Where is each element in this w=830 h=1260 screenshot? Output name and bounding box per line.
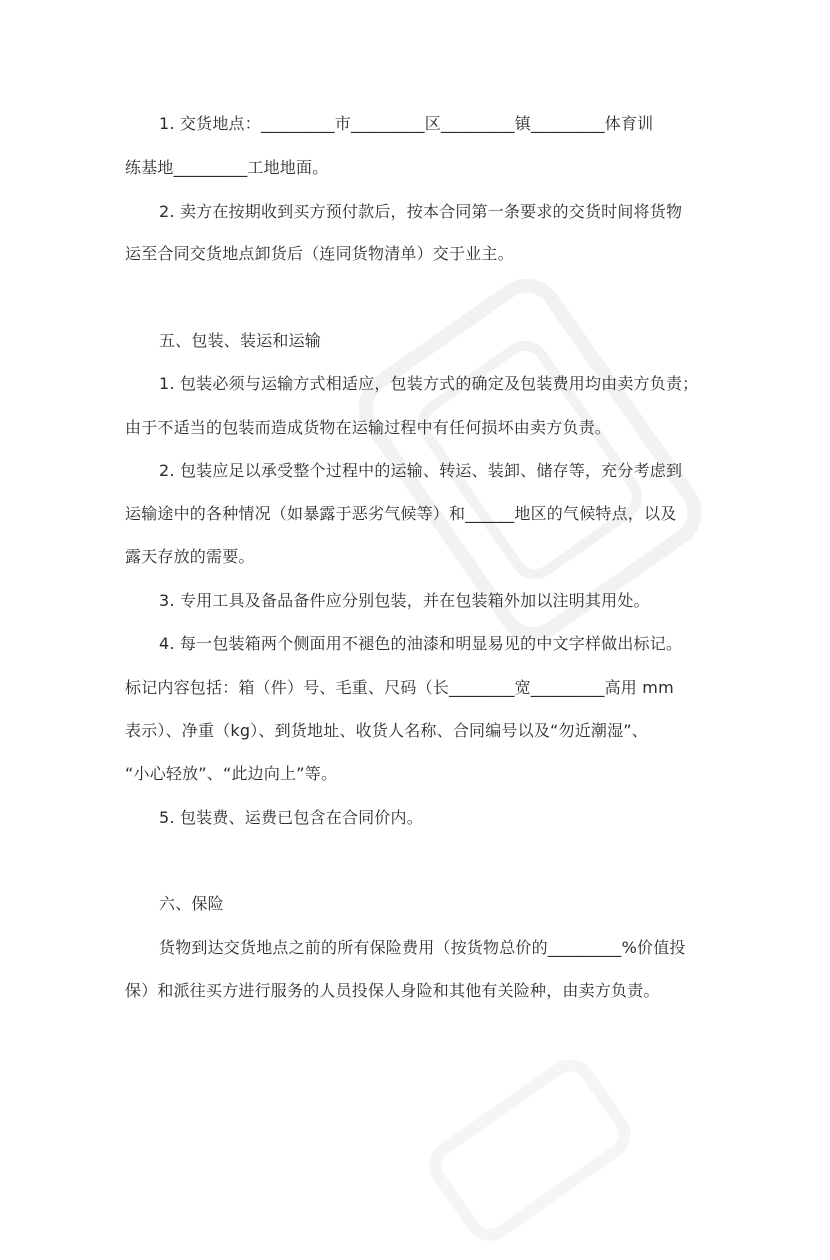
clause-5-5-line-1: 5. 包装费、运费已包含在合同价内。 (159, 808, 423, 827)
watermark-logo-bottom (414, 1043, 647, 1256)
clause-4-1-line-2: 练基地_________工地地面。 (125, 158, 329, 177)
clause-6-line-1: 货物到达交货地点之前的所有保险费用（按货物总价的_________%价值投 (159, 938, 686, 957)
clause-5-2-line-1: 2. 包装应足以承受整个过程中的运输、转运、装卸、储存等，充分考虑到 (159, 461, 683, 480)
clause-4-1-line-1: 1. 交货地点：_________市_________区_________镇_________体育训 (159, 114, 654, 133)
clause-5-4-line-4: “小心轻放”、“此边向上”等。 (125, 764, 338, 783)
clause-4-2-line-2: 运至合同交货地点卸货后（连同货物清单）交于业主。 (125, 244, 514, 263)
section-5-heading: 五、包装、装运和运输 (159, 331, 322, 350)
clause-5-4-line-2: 标记内容包括：箱（件）号、毛重、尺码（长________宽_________高用 mm (125, 678, 674, 697)
clause-5-3-line-1: 3. 专用工具及备品备件应分别包装，并在包装箱外加以注明其用处。 (159, 591, 650, 610)
clause-5-1-line-1: 1. 包装必须与运输方式相适应，包装方式的确定及包装费用均由卖方负责； (159, 374, 699, 393)
clause-6-line-2: 保）和派往买方进行服务的人员投保人身险和其他有关险种，由卖方负责。 (125, 981, 660, 1000)
clause-4-2-line-1: 2. 卖方在按期收到买方预付款后，按本合同第一条要求的交货时间将货物 (159, 202, 683, 221)
section-6-heading: 六、保险 (159, 894, 224, 913)
clause-5-4-line-3: 表示）、净重（kg）、到货地址、收货人名称、合同编号以及“勿近潮湿”、 (125, 721, 649, 740)
clause-5-1-line-2: 由于不适当的包装而造成货物在运输过程中有任何损坏由卖方负责。 (125, 418, 612, 437)
clause-5-2-line-2: 运输途中的各种情况（如暴露于恶劣气候等）和______地区的气候特点，以及 (125, 504, 677, 523)
clause-5-4-line-1: 4. 每一包装箱两个侧面用不褪色的油漆和明显易见的中文字样做出标记。 (159, 634, 683, 653)
clause-5-2-line-3: 露天存放的需要。 (125, 547, 255, 566)
